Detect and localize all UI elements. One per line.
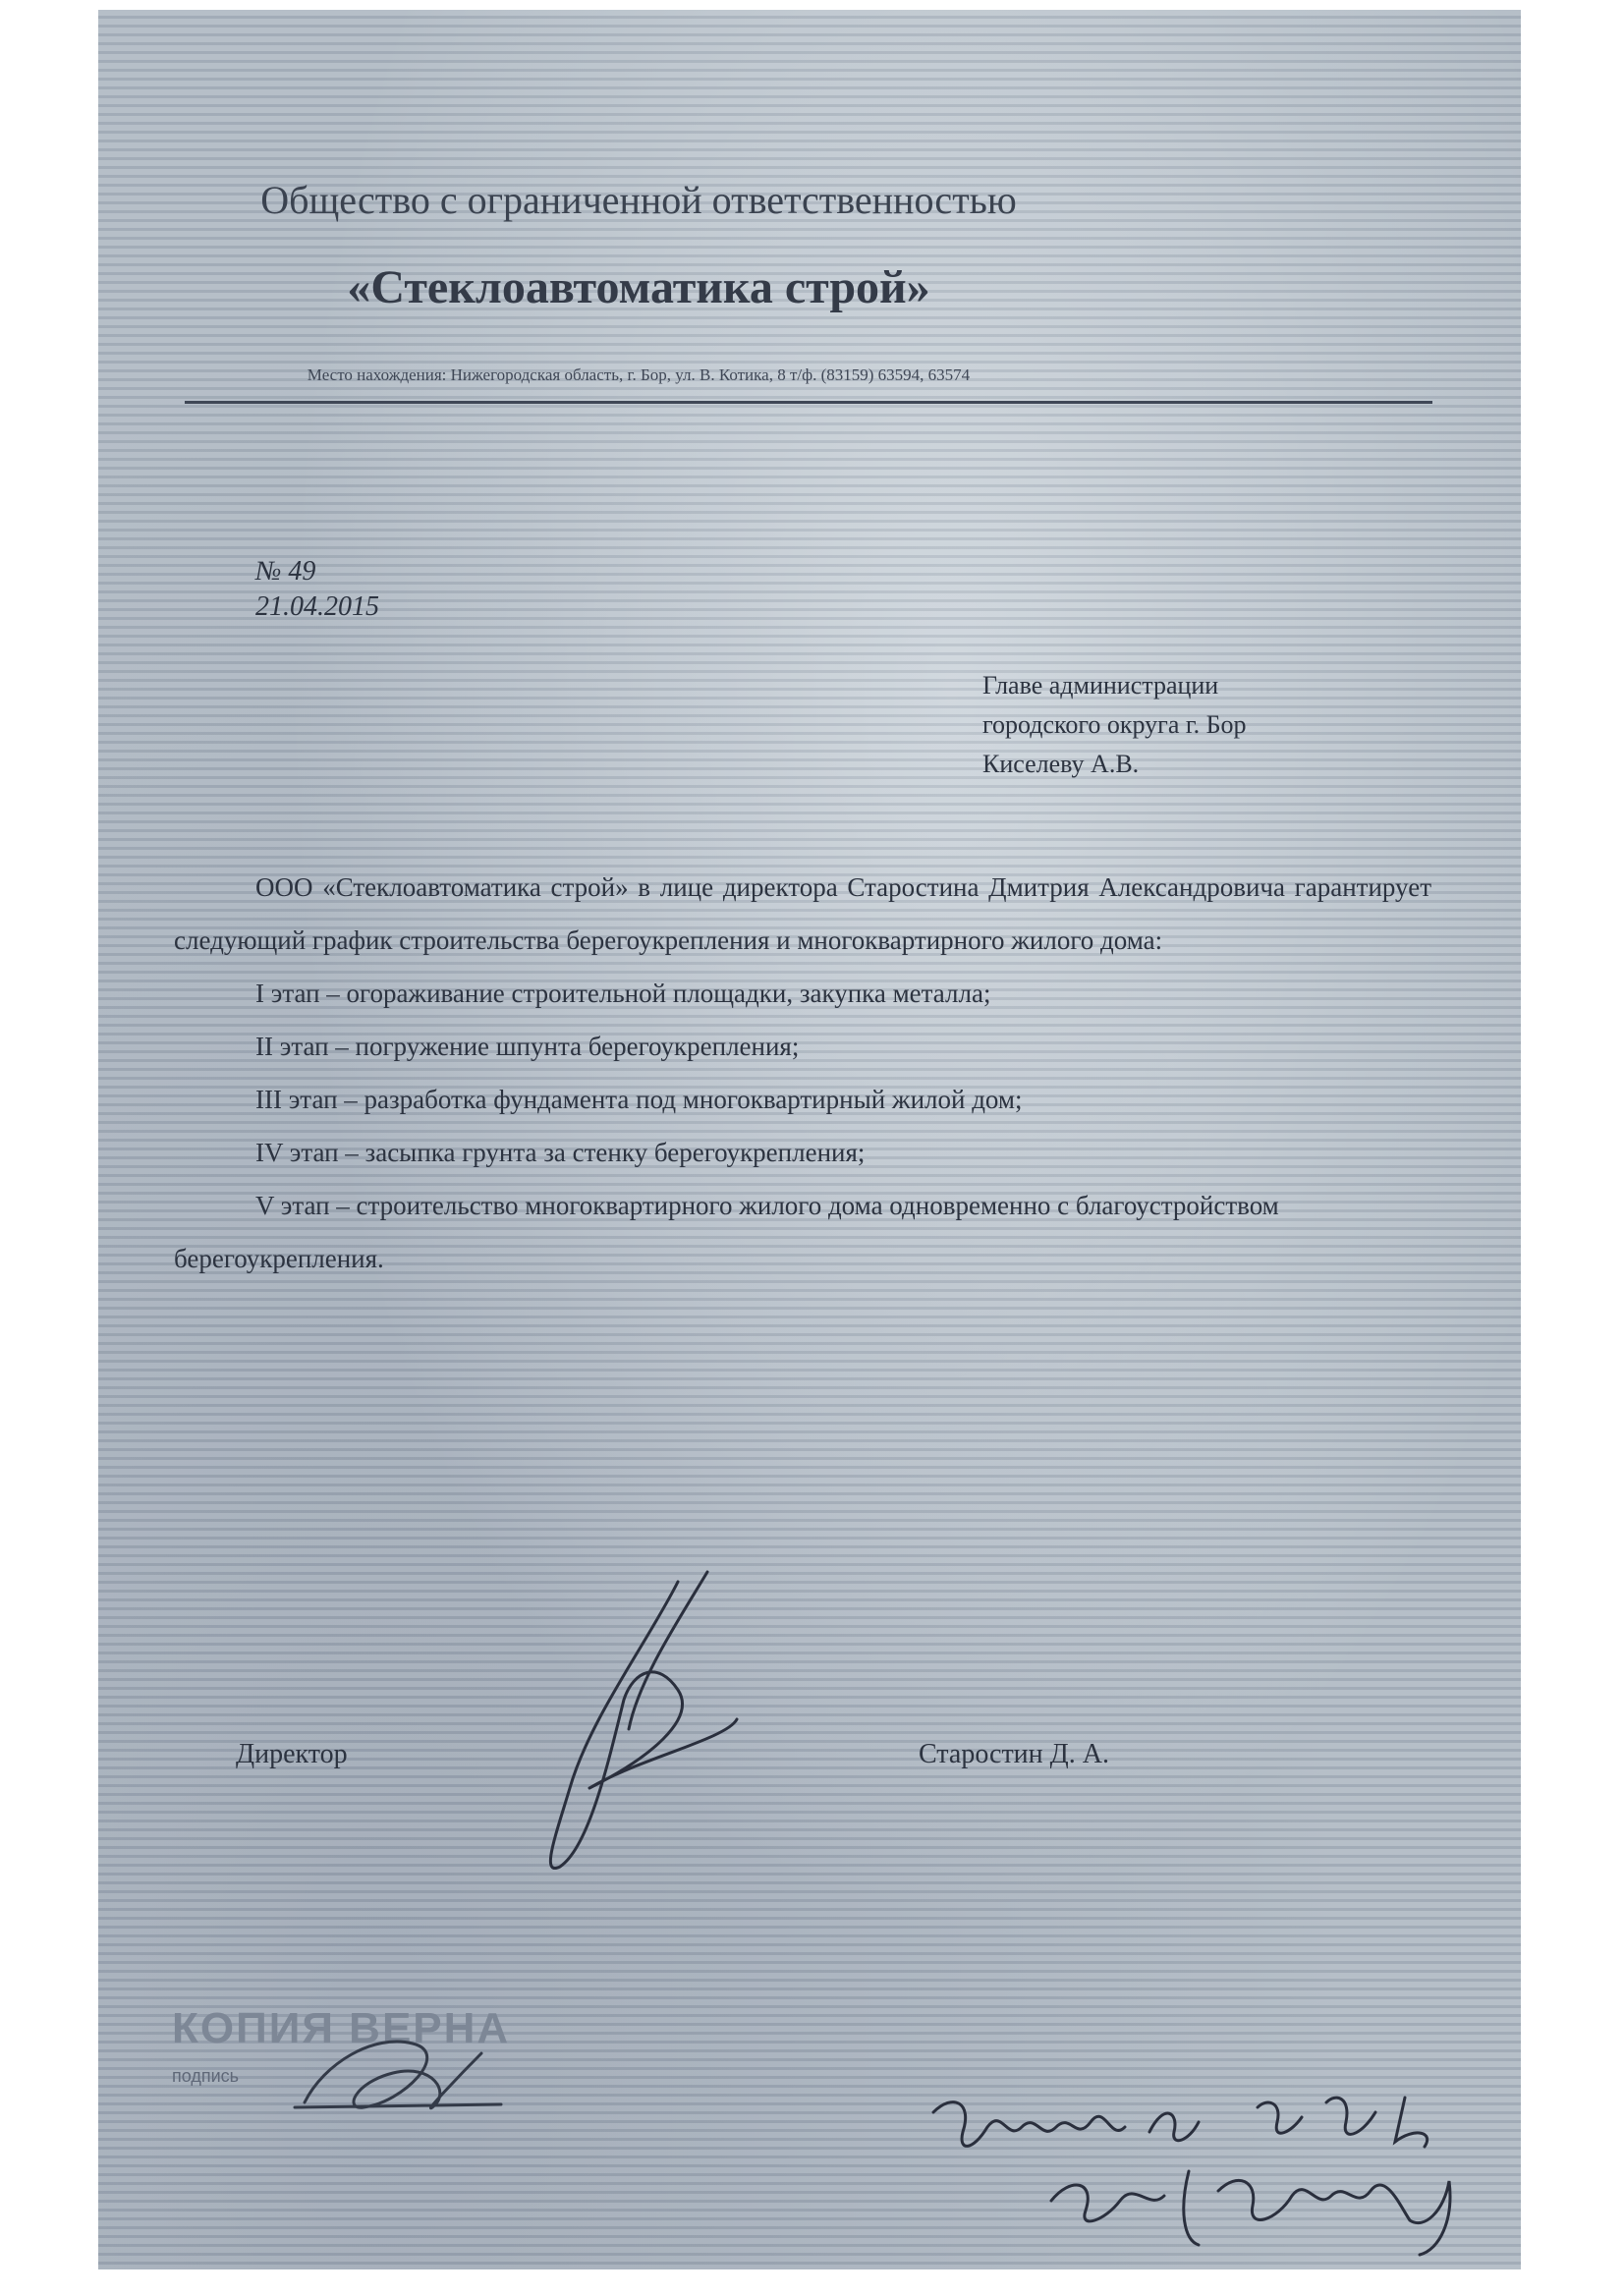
- addressee-line: Киселеву А.В.: [982, 750, 1140, 778]
- org-name: «Стеклоавтоматика строй»: [347, 261, 930, 313]
- addressee-line: городского округа г. Бор: [982, 710, 1247, 739]
- org-address: Место нахождения: Нижегородская область, г. Бор, ул. В. Котика, 8 т/ф. (83159) 63594, 63574: [307, 365, 971, 384]
- letter-body: [174, 861, 1431, 1285]
- director-signature-icon: [531, 1562, 786, 1886]
- addressee-block: [982, 666, 1247, 784]
- signer-title: Директор: [236, 1739, 348, 1769]
- document-date: 21.04.2015: [255, 591, 379, 622]
- stamp-signature-icon: [285, 2014, 511, 2122]
- scanned-letter: [98, 10, 1521, 2269]
- signer-name: Старостин Д. А.: [919, 1739, 1109, 1769]
- stage-item: II этап – погружение шпунта берегоукрепления;: [255, 1032, 800, 1061]
- stage-item: I этап – огораживание строительной площадки, закупка металла;: [255, 979, 991, 1008]
- stage-item: IV этап – засыпка грунта за стенку берегоукрепления;: [255, 1138, 866, 1167]
- stage-item: V этап – строительство многоквартирного жилого дома одновременно с благоустройством берегоукрепления.: [174, 1191, 1279, 1273]
- copy-stamp-caption: подпись: [172, 2066, 240, 2086]
- addressee-line: Главе администрации: [982, 671, 1219, 700]
- copy-stamp: КОПИЯ ВЕРНА: [172, 2004, 511, 2052]
- org-type: Общество с ограниченной ответственностью: [260, 178, 1017, 222]
- letterhead-divider: [185, 401, 1432, 404]
- intro-paragraph: ООО «Стеклоавтоматика строй» в лице директора Старостина Дмитрия Александровича гарантирует следующий график строительства берегоукрепления и многоквартирного жилого дома:: [174, 872, 1431, 955]
- stage-item: III этап – разработка фундамента под многоквартирный жилой дом;: [255, 1085, 1023, 1114]
- handwritten-receipt-note-icon: [914, 2073, 1484, 2260]
- document-number: № 49: [255, 556, 316, 587]
